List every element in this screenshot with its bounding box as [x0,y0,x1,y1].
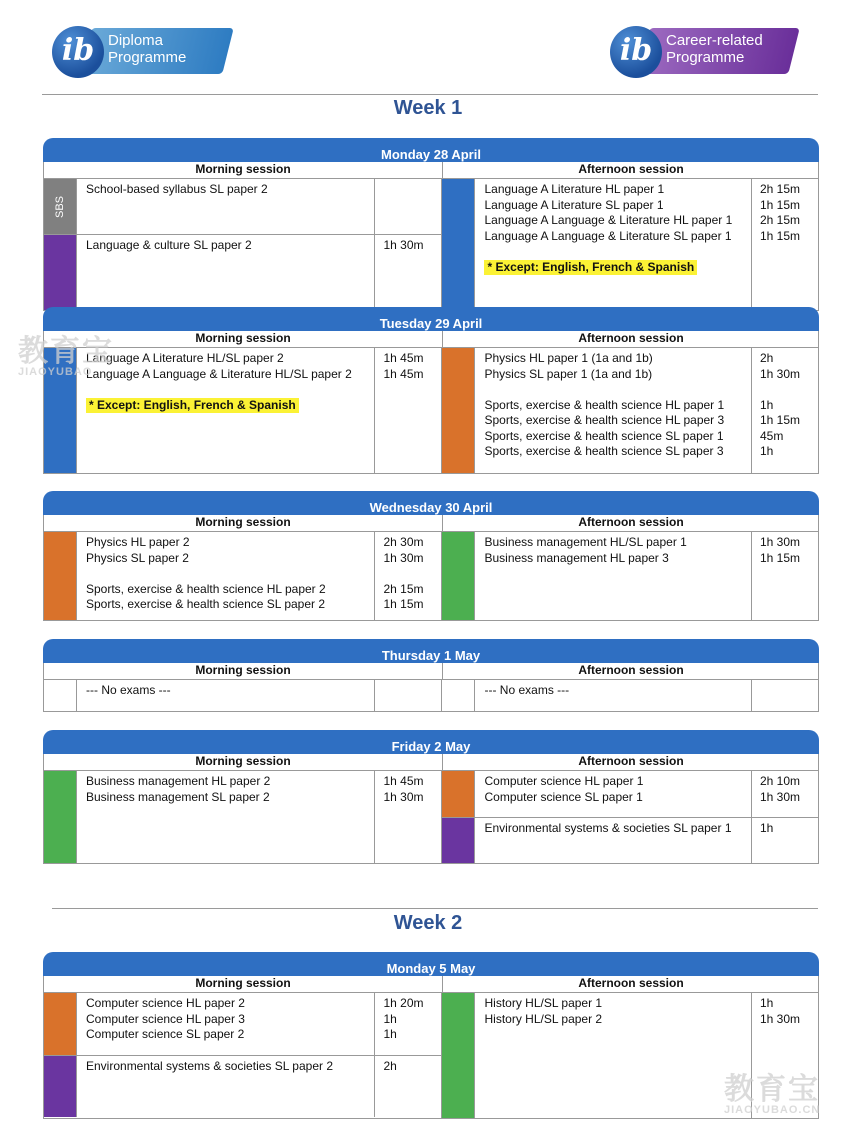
exam-line: Physics HL paper 1 (1a and 1b) [484,351,653,365]
morning-session-label: Morning session [44,754,443,770]
exam-subjects [77,235,375,310]
exam-durations [375,993,441,1055]
exam-line: Language A Language & Literature HL paper 1 [484,213,733,227]
session-header-row [43,663,819,680]
exam-duration: 2h 30m [383,535,424,549]
exam-block [442,348,818,473]
session-grid [43,348,819,474]
exam-duration: 1h [760,821,774,835]
session-header-row [43,515,819,532]
exam-duration: 1h [760,996,774,1010]
exam-line: Physics SL paper 2 [86,550,189,565]
exam-block [44,179,441,234]
session-grid [43,993,819,1119]
exam-durations [375,348,441,473]
afternoon-session-label: Afternoon session [578,663,684,677]
exam-durations [752,348,818,473]
exam-duration: 1h 20m [383,996,424,1010]
exam-duration: 1h 30m [760,1011,801,1026]
session-header-row [43,162,819,179]
logo-text: Career-related Programme [666,32,763,66]
exam-line: Environmental systems & societies SL paper 1 [484,821,732,835]
exam-durations [752,179,818,310]
subject-group-color-bar [44,235,77,310]
exam-line: Language A Literature SL paper 1 [484,197,664,212]
exam-durations [375,179,441,234]
day-table [43,639,819,712]
exam-duration [760,683,818,699]
day-header: Wednesday 30 April [43,491,819,515]
exam-duration: 1h 30m [383,238,424,252]
exam-subjects [475,680,752,711]
ib-logo-icon: ib [52,26,104,78]
exam-line: History HL/SL paper 2 [484,1011,603,1026]
career-related-programme-logo [610,26,795,78]
exam-line: Physics SL paper 1 (1a and 1b) [484,366,653,381]
exam-duration: 2h [383,1059,397,1073]
exception-note: * Except: English, French & Spanish [484,260,697,276]
exam-duration: 1h 15m [760,413,801,427]
morning-session-label: Morning session [44,331,443,347]
exam-subjects [77,1056,375,1117]
exam-duration [760,382,818,398]
exam-line: Environmental systems & societies SL paper 2 [86,1059,334,1073]
exam-duration: 1h 15m [383,597,424,611]
watermark: 教育宝 JIAOYUBAO.CN [724,1073,821,1116]
subject-group-color-bar [442,993,475,1118]
exam-duration [383,398,441,414]
exam-duration: 1h 30m [760,366,801,381]
session-grid [43,680,819,712]
afternoon-session [442,179,818,310]
exam-line: Physics HL paper 2 [86,535,190,549]
exam-block [442,680,818,711]
subject-group-color-bar [442,179,475,310]
exam-line: --- No exams --- [484,683,570,697]
exam-subjects [77,993,375,1055]
exam-subjects [475,532,752,620]
exam-block [44,1055,441,1117]
subject-group-color-bar [442,818,475,863]
exam-line: Sports, exercise & health science SL paper 2 [86,597,326,611]
exam-line [484,382,751,398]
exam-line: Computer science SL paper 2 [86,1027,245,1041]
exam-line: Business management HL/SL paper 1 [484,535,687,549]
exam-block [442,179,818,310]
morning-session [44,680,442,711]
exam-line [86,398,374,414]
exam-durations [752,818,818,863]
session-header-row [43,331,819,348]
exam-duration: 1h 30m [383,550,424,565]
exam-line: History HL/SL paper 1 [484,996,603,1010]
day-table [43,307,819,474]
exam-subjects [77,771,375,863]
exam-durations [752,532,818,620]
afternoon-session [442,532,818,620]
exam-subjects [475,993,752,1118]
exam-subjects [77,532,375,620]
session-grid [43,532,819,621]
exam-line: Language & culture SL paper 2 [86,238,252,252]
morning-session [44,993,442,1118]
exam-line: Sports, exercise & health science HL paper 3 [484,413,725,427]
morning-session [44,532,442,620]
exam-duration: 1h 15m [760,550,801,565]
exam-subjects [475,179,752,310]
exam-line: Computer science HL paper 2 [86,996,245,1010]
exam-duration [383,382,441,398]
subject-group-color-bar [442,771,475,817]
exam-durations [375,532,441,620]
exam-duration: 1h [383,1011,397,1026]
exam-duration: 2h 15m [760,182,801,196]
exam-line: --- No exams --- [86,683,171,697]
exam-duration [383,683,441,699]
morning-session-label: Morning session [44,663,443,679]
exam-duration [760,244,818,260]
exam-line: Language A Language & Literature HL/SL paper 2 [86,366,352,381]
subject-group-color-bar [44,532,77,620]
exam-duration: 1h 45m [383,351,424,365]
exam-block [442,817,818,863]
session-grid [43,179,819,311]
exam-duration: 1h 45m [383,366,424,381]
exam-duration: 1h 45m [383,774,424,788]
exam-line: School-based syllabus SL paper 2 [86,182,268,196]
day-header: Friday 2 May [43,730,819,754]
exam-line: Sports, exercise & health science SL paper 3 [484,444,724,458]
afternoon-session-label: Afternoon session [578,162,684,176]
exam-line [86,382,374,398]
exam-block [442,532,818,620]
logo-text: Diploma Programme [108,32,187,66]
exam-subjects [475,771,752,817]
ib-logo-icon: ib [610,26,662,78]
morning-session-label: Morning session [44,515,443,531]
day-header: Tuesday 29 April [43,307,819,331]
exam-duration: 45m [760,428,784,443]
day-table [43,952,819,1119]
session-grid [43,771,819,864]
exam-block [44,680,441,711]
subject-group-color-bar [44,179,77,234]
exam-line: Computer science HL paper 1 [484,774,644,788]
exam-duration [383,566,441,582]
exam-line: Business management HL paper 3 [484,550,669,565]
exam-subjects [77,179,375,234]
subject-group-color-bar [44,680,77,711]
week-title: Week 2 [393,912,463,934]
session-header-row [43,754,819,771]
exam-durations [752,680,818,711]
exam-duration: 2h 15m [760,213,801,227]
exception-note: * Except: English, French & Spanish [86,398,299,414]
exam-line: Language A Language & Literature SL paper 1 [484,228,732,243]
exam-subjects [475,348,752,473]
subject-group-color-bar [442,348,475,473]
subject-group-color-bar [44,993,77,1055]
exam-duration: 1h 30m [383,789,424,804]
afternoon-session-label: Afternoon session [578,754,684,768]
exam-durations [375,680,441,711]
morning-session-label: Morning session [44,162,443,178]
exam-duration: 1h 30m [760,789,801,804]
exam-line: Sports, exercise & health science HL paper 2 [86,581,326,596]
exam-line: Sports, exercise & health science HL paper 1 [484,397,725,412]
exam-duration: 2h 15m [383,581,424,596]
week-title: Week 1 [393,97,463,119]
exam-subjects [77,680,375,711]
day-table [43,730,819,864]
afternoon-session-label: Afternoon session [578,515,684,529]
divider [52,908,818,909]
exam-durations [375,235,441,310]
exam-line: Computer science SL paper 1 [484,789,643,804]
afternoon-session-label: Afternoon session [578,331,684,345]
subject-group-color-bar [442,680,475,711]
day-header: Thursday 1 May [43,639,819,663]
exam-duration: 1h [760,444,774,458]
exam-block [44,532,441,620]
exam-durations [375,771,441,863]
divider [42,94,818,95]
diploma-programme-logo [52,26,232,78]
exam-line: Computer science HL paper 3 [86,1011,245,1026]
exam-line: Sports, exercise & health science SL paper 1 [484,428,724,443]
exam-line: Business management HL paper 2 [86,774,271,788]
day-header: Monday 28 April [43,138,819,162]
exam-duration: 1h [383,1027,397,1041]
exam-line: Language A Literature HL/SL paper 2 [86,351,284,365]
watermark: 教育宝 JIAOYUBAO [18,335,114,378]
exam-duration [383,182,441,198]
subject-group-color-bar [44,771,77,863]
subject-group-tag: SBS [54,195,66,218]
exam-block [44,771,441,863]
morning-session [44,771,442,863]
morning-session-label: Morning session [44,976,443,992]
subject-group-color-bar [44,1056,77,1117]
afternoon-session-label: Afternoon session [578,976,684,990]
exam-line [484,260,751,276]
exam-durations [375,1056,441,1117]
subject-group-color-bar [442,532,475,620]
exam-line [86,566,374,582]
exam-duration: 2h 10m [760,774,801,788]
exam-line: Language A Literature HL paper 1 [484,182,665,196]
exam-duration: 1h [760,397,774,412]
day-table [43,491,819,621]
exam-duration: 2h [760,351,774,365]
exam-line [484,244,751,260]
afternoon-session [442,680,818,711]
exam-subjects [475,818,752,863]
afternoon-session [442,348,818,473]
exam-block [44,993,441,1055]
exam-duration [760,260,818,276]
exam-block [442,771,818,817]
exam-line: Business management SL paper 2 [86,789,270,804]
exam-duration: 1h 15m [760,197,801,212]
morning-session [44,179,442,310]
afternoon-session [442,771,818,863]
day-table [43,138,819,311]
exam-block [44,234,441,310]
exam-duration: 1h 30m [760,535,801,549]
exam-duration: 1h 15m [760,228,801,243]
session-header-row [43,976,819,993]
day-header: Monday 5 May [43,952,819,976]
exam-durations [752,771,818,817]
exam-subjects [77,348,375,473]
